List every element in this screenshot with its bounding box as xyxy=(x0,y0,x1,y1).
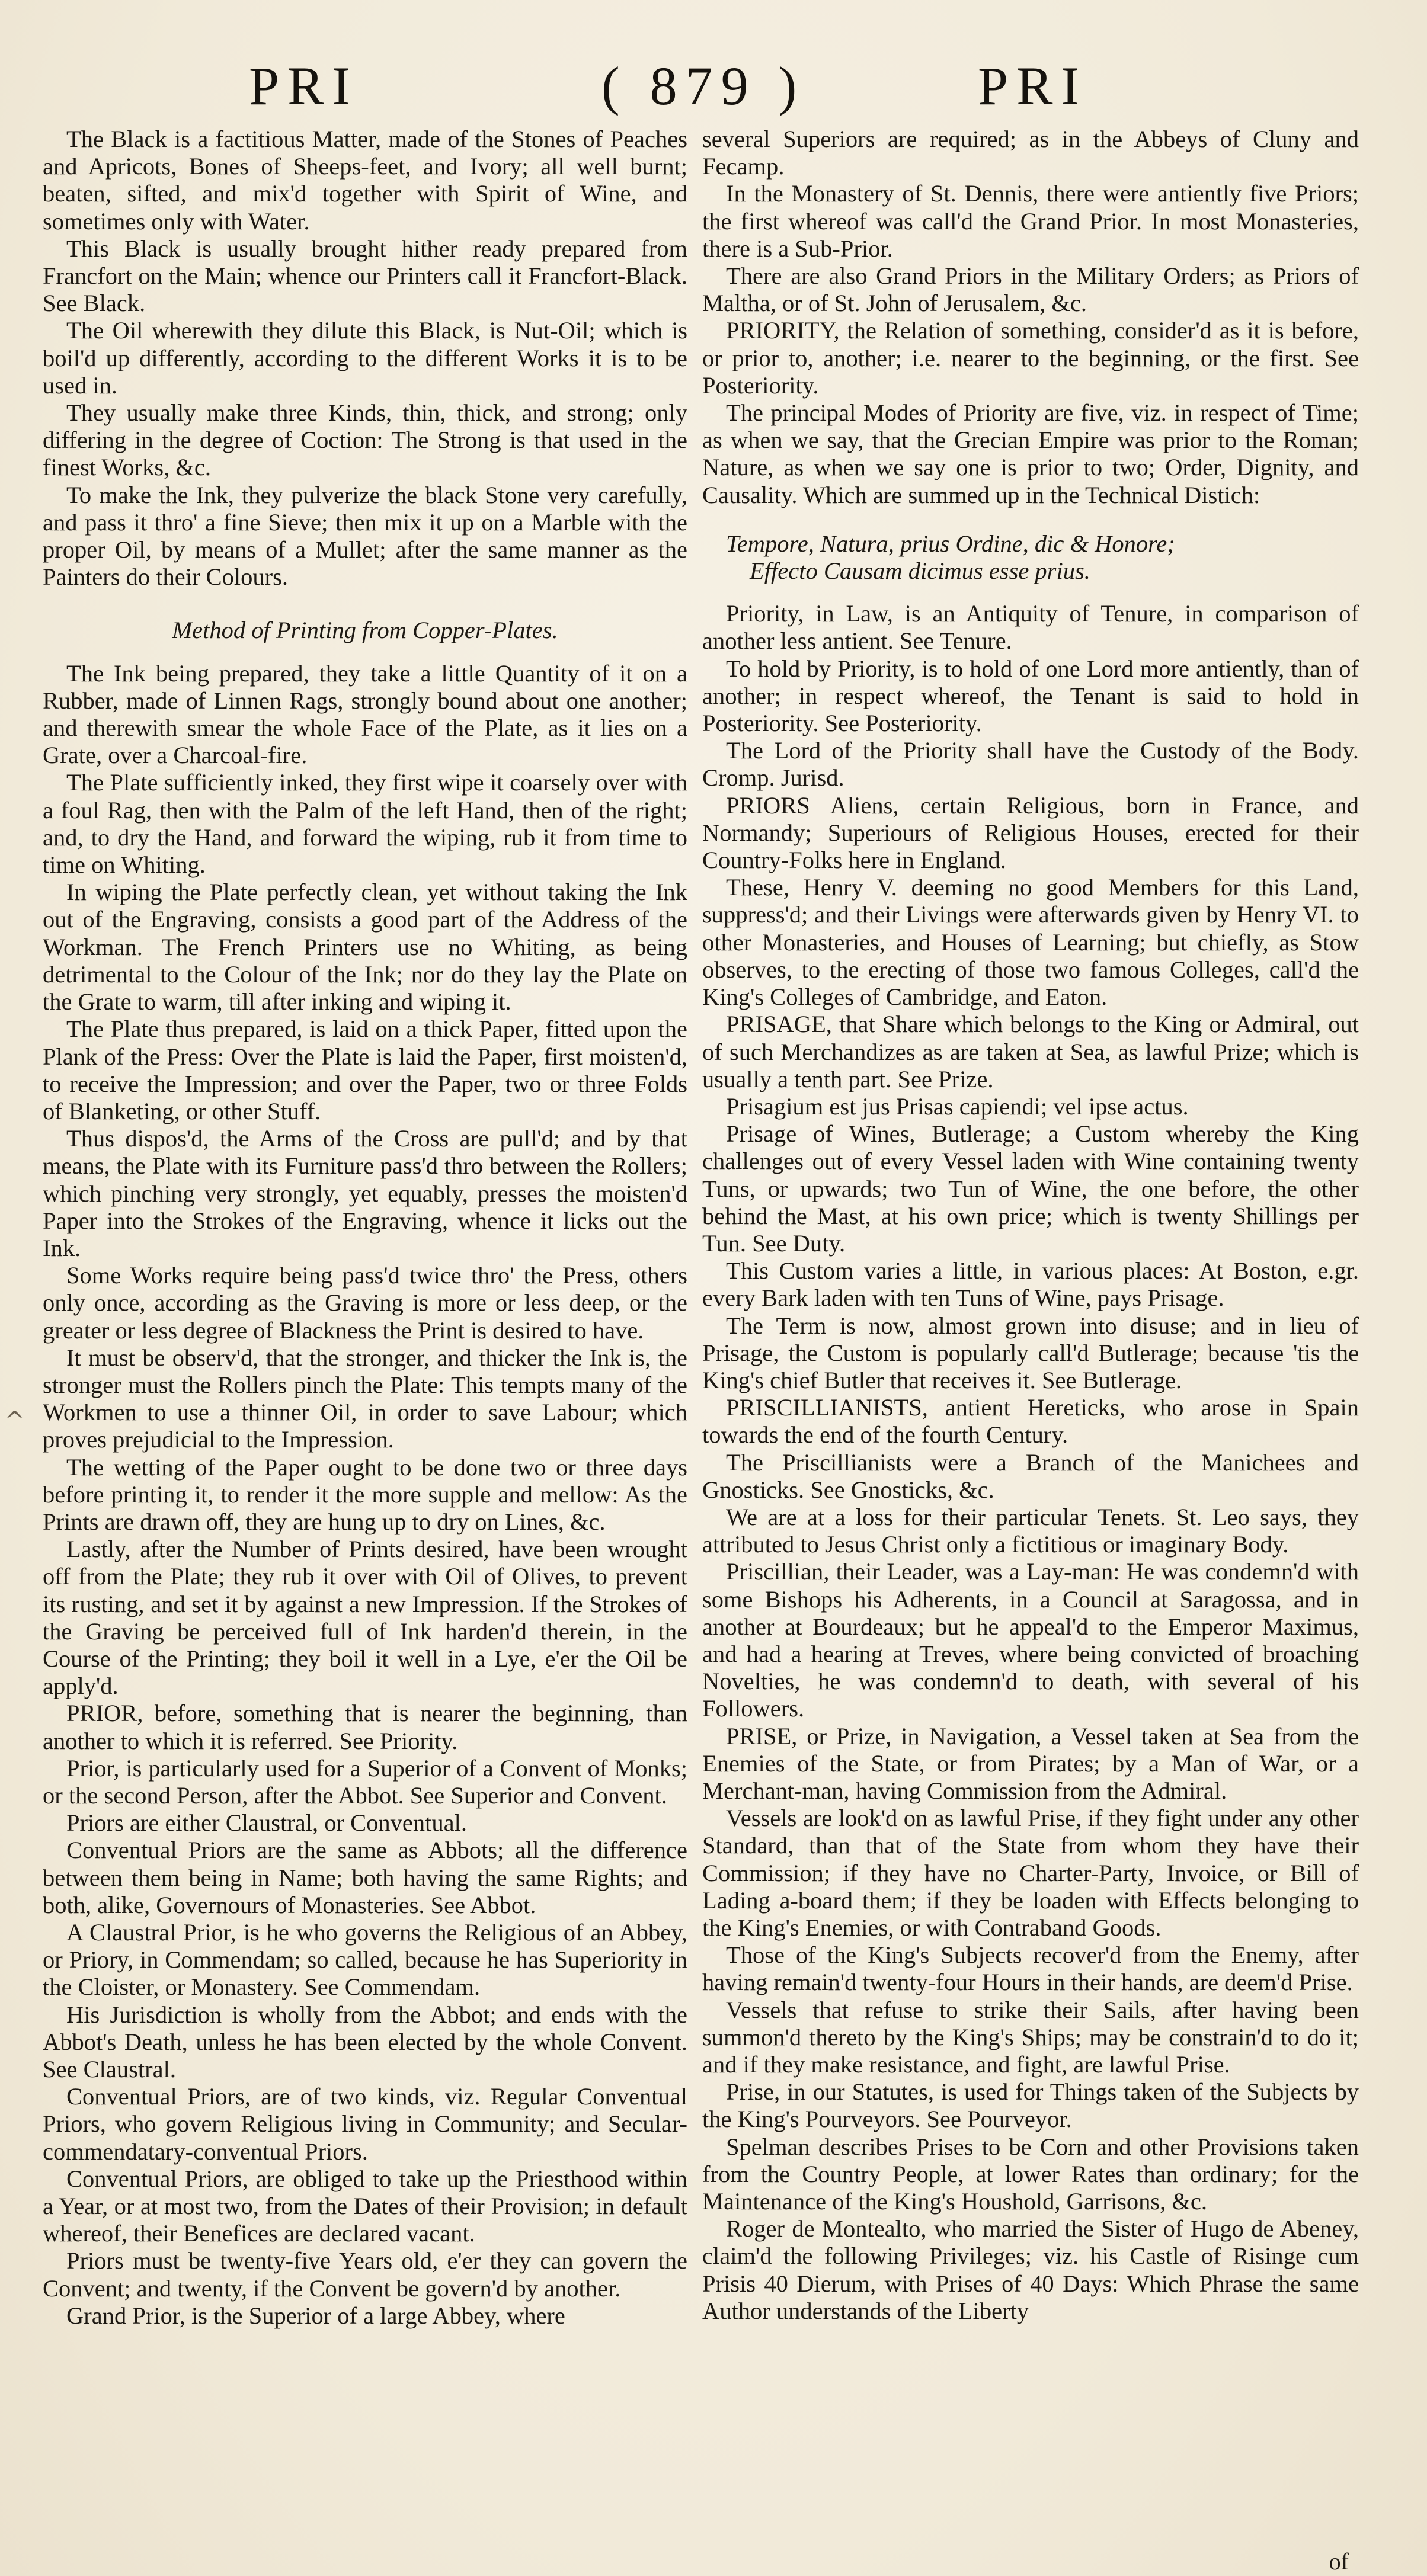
catchword: of xyxy=(1329,2548,1349,2575)
paragraph: The principal Modes of Priority are five, viz. in respect of Time; as when we say, that the Grecian Empire was prior to the Roman; Nature, as when we say one is prior to two; Order, Dignity, and Causality. Which are summed up in the Technical Distich: xyxy=(702,399,1359,508)
paragraph: Priors must be twenty-five Years old, e'er they can govern the Convent; and twenty, if the Convent be govern'd by another. xyxy=(43,2247,687,2302)
paragraph: There are also Grand Priors in the Military Orders; as Priors of Maltha, or of St. John of Jerusalem, &c. xyxy=(702,262,1359,317)
paragraph: Vessels are look'd on as lawful Prise, if they fight under any other Standard, than that of the State from whom they have their Commission; if they have no Charter-Party, Invoice, or Bill of Lading a-board them; if they be loaden with Effects belonging to the King's Enemies, or with Contraband Goods. xyxy=(702,1805,1359,1941)
paragraph: To hold by Priority, is to hold of one Lord more antiently, than of another; in respect whereof, the Tenant is said to hold in Posteriority. See Posteriority. xyxy=(702,655,1359,737)
paragraph: several Superiors are required; as in the Abbeys of Cluny and Fecamp. xyxy=(702,126,1359,180)
paragraph: Prisagium est jus Prisas capiendi; vel ipse actus. xyxy=(726,1092,1189,1120)
entry-prise: PRISE, or Prize, in Navigation, a Vessel taken at Sea from the Enemies of the State, or from Pirates; by a Man of War, or a Merchant-man, having Commission from the Admiral. xyxy=(702,1722,1359,1804)
paragraph: In wiping the Plate perfectly clean, yet without taking the Ink out of the Engraving, consists a good part of the Address of the Workman. The French Printers use no Whiting, as being detrimental to the Colour of the Ink; nor do they lay the Plate on the Grate to warm, till after inking and wiping it. xyxy=(43,879,687,1015)
paragraph: Those of the King's Subjects recover'd from the Enemy, after having remain'd twenty-four Hours in their hands, are deem'd Prise. xyxy=(702,1941,1359,1996)
paragraph: The Black is a factitious Matter, made of the Stones of Peaches and Apricots, Bones of Sheeps-feet, and Ivory; all well burnt; beaten, sifted, and mix'd together with Spirit of Wine, and sometimes only with Water. xyxy=(43,126,687,235)
paragraph: These, Henry V. deeming no good Members for this Land, suppress'd; and their Livings were afterwards given by Henry VI. to other Monasteries, and Houses of Learning; but chiefly, as Stow observes, to the erecting of those two famous Colleges, call'd the King's Colleges of Cambridge, and Eaton. xyxy=(702,874,1359,1011)
paragraph: The Oil wherewith they dilute this Black, is Nut-Oil; which is boil'd up differently, according to the different Works it is to be used in. xyxy=(43,317,687,399)
margin-mark: ^ xyxy=(5,1407,25,1434)
paragraph: Thus dispos'd, the Arms of the Cross are pull'd; and by that means, the Plate with its Furniture pass'd thro between the Rollers; which pinching very strongly, yet equably, presses the moisten'd Paper into the Strokes of the Engraving, whence it licks out the Ink. xyxy=(43,1125,687,1261)
paragraph: Priscillian, their Leader, was a Lay-man: He was condemn'd with some Bishops his Adherents, in a Council at Saragossa, and in another at Bourdeaux; but he appeal'd to the Emperor Maximus, and had a hearing at Treves, where being convicted of broaching Novelties, he was condemn'd to death, with several of his Followers. xyxy=(702,1558,1359,1722)
header-page-number: ( 879 ) xyxy=(601,56,805,116)
section-heading: Method of Printing from Copper-Plates. xyxy=(172,617,558,644)
paragraph: Conventual Priors are the same as Abbots; all the difference between them being in Name; both having the same Rights; and both, alike, Governours of Monasteries. See Abbot. xyxy=(43,1837,687,1918)
paragraph: This Custom varies a little, in various places: At Boston, e.gr. every Bark laden with ten Tuns of Wine, pays Prisage. xyxy=(702,1257,1359,1312)
paragraph: His Jurisdiction is wholly from the Abbot; and ends with the Abbot's Death, unless he has been elected by the whole Convent. See Claustral. xyxy=(43,2001,687,2083)
paragraph: Roger de Montealto, who married the Sister of Hugo de Abeney, claim'd the following Privileges; viz. his Castle of Risinge cum Prisis 40 Dierum, with Prises of 40 Days: Which Phrase the same Author understands of the Liberty xyxy=(702,2215,1359,2324)
paragraph: The Priscillianists were a Branch of the Manichees and Gnosticks. See Gnosticks, &c. xyxy=(702,1449,1359,1503)
entry-priority: PRIORITY, the Relation of something, consider'd as it is before, or prior to, another; i.e. nearer to the beginning, or the first. See Posteriority. xyxy=(702,317,1359,399)
paragraph: Prise, in our Statutes, is used for Things taken of the Subjects by the King's Pourveyors. See Pourveyor. xyxy=(702,2078,1359,2133)
paragraph: The Plate thus prepared, is laid on a thick Paper, fitted upon the Plank of the Press: Over the Plate is laid the Paper, first moisten'd, to receive the Impression; and over the Paper, two or three Folds of Blanketing, or other Stuff. xyxy=(43,1015,687,1124)
paragraph: We are at a loss for their particular Tenets. St. Leo says, they attributed to Jesus Christ only a fictitious or imaginary Body. xyxy=(702,1503,1359,1558)
paragraph: They usually make three Kinds, thin, thick, and strong; only differing in the degree of Coction: The Strong is that used in the finest Works, &c. xyxy=(43,399,687,481)
paragraph: Conventual Priors, are obliged to take up the Priesthood within a Year, or at most two, from the Dates of their Provision; in default whereof, their Benefices are declared vacant. xyxy=(43,2165,687,2247)
paragraph: Conventual Priors, are of two kinds, viz. Regular Conventual Priors, who govern Religious living in Community; and Secular-commendatary-conventual Priors. xyxy=(43,2083,687,2165)
paragraph: The Plate sufficiently inked, they first wipe it coarsely over with a foul Rag, then with the Palm of the left Hand, then of the right; and, to dry the Hand, and forward the wiping, rub it from time to time on Whiting. xyxy=(43,769,687,879)
verse-line: Effecto Causam dicimus esse prius. xyxy=(750,558,1090,585)
paragraph: Prisage of Wines, Butlerage; a Custom whereby the King challenges out of every Vessel laden with Wine containing twenty Tuns, or upwards; two Tun of Wine, the one before, the other behind the Mast, at his own price; which is twenty Shillings per Tun. See Duty. xyxy=(702,1120,1359,1257)
paragraph: Prior, is particularly used for a Superior of a Convent of Monks; or the second Person, after the Abbot. See Superior and Convent. xyxy=(43,1754,687,1809)
entry-prior: PRIOR, before, something that is nearer the beginning, than another to which it is referred. See Priority. xyxy=(43,1700,687,1754)
entry-priors-aliens: PRIORS Aliens, certain Religious, born in France, and Normandy; Superiours of Religious Houses, erected for their Country-Folks here in England. xyxy=(702,792,1359,874)
left-column xyxy=(43,126,687,2330)
technical-distich xyxy=(702,530,1359,585)
paragraph: It must be observ'd, that the stronger, and thicker the Ink is, the stronger must the Rollers pinch the Plate: This tempts many of the Workmen to use a thinner Oil, in order to save Labour; which proves prejudicial to the Impression. xyxy=(43,1344,687,1453)
right-column xyxy=(702,126,1359,2325)
paragraph: To make the Ink, they pulverize the black Stone very carefully, and pass it thro' a fine Sieve; then mix it up on a Marble with the proper Oil, by means of a Mullet; after the same manner as the Painters do their Colours. xyxy=(43,481,687,591)
paragraph: This Black is usually brought hither ready prepared from Francfort on the Main; whence our Printers call it Francfort-Black. See Black. xyxy=(43,235,687,317)
verse-line: Tempore, Natura, prius Ordine, dic & Honore; xyxy=(726,530,1175,557)
paragraph: Vessels that refuse to strike their Sails, after having been summon'd thereto by the King's Ships; may be constrain'd to do it; and if they make resistance, and fight, are lawful Prise. xyxy=(702,1996,1359,2078)
paragraph: In the Monastery of St. Dennis, there were antiently five Priors; the first whereof was call'd the Grand Prior. In most Monasteries, there is a Sub-Prior. xyxy=(702,180,1359,262)
entry-prisage: PRISAGE, that Share which belongs to the King or Admiral, out of such Merchandizes as are taken at Sea, as lawful Prize; which is usually a tenth part. See Prize. xyxy=(702,1011,1359,1092)
paragraph: The wetting of the Paper ought to be done two or three days before printing it, to render it the more supple and mellow: As the Prints are drawn off, they are hung up to dry on Lines, &c. xyxy=(43,1453,687,1535)
paragraph: Spelman describes Prises to be Corn and other Provisions taken from the Country People, at lower Rates than ordinary; for the Maintenance of the King's Houshold, Garrisons, &c. xyxy=(702,2133,1359,2215)
paragraph: The Ink being prepared, they take a little Quantity of it on a Rubber, made of Linnen Rags, strongly bound about one another; and therewith smear the whole Face of the Plate, as it lies on a Grate, over a Charcoal-fire. xyxy=(43,659,687,769)
paragraph: Some Works require being pass'd twice thro' the Press, others only once, according as the Graving is more or less deep, or the greater or less degree of Blackness the Print is desired to have. xyxy=(43,1262,687,1344)
entry-priscillianists: PRISCILLIANISTS, antient Hereticks, who arose in Spain towards the end of the fourth Century. xyxy=(702,1394,1359,1449)
header-left-title: PRI xyxy=(249,56,359,116)
paragraph: Grand Prior, is the Superior of a large Abbey, where xyxy=(66,2302,565,2329)
paragraph: The Lord of the Priority shall have the Custody of the Body. Cromp. Jurisd. xyxy=(702,737,1359,792)
paragraph: Priority, in Law, is an Antiquity of Tenure, in comparison of another less antient. See Tenure. xyxy=(702,600,1359,655)
running-header xyxy=(0,53,1427,118)
header-right-title: PRI xyxy=(978,56,1088,116)
paragraph: A Claustral Prior, is he who governs the Religious of an Abbey, or Priory, in Commendam; so called, because he has Superiority in the Cloister, or Monastery. See Commendam. xyxy=(43,1919,687,2001)
paragraph: The Term is now, almost grown into disuse; and in lieu of Prisage, the Custom is popularly call'd Butlerage; because 'tis the King's chief Butler that receives it. See Butlerage. xyxy=(702,1312,1359,1393)
paragraph: Priors are either Claustral, or Conventual. xyxy=(66,1809,467,1837)
paragraph: Lastly, after the Number of Prints desired, have been wrought off from the Plate; they rub it over with Oil of Olives, to prevent its rusting, and set it by against a new Impression. If the Strokes of the Graving be perceived full of Ink harden'd therein, in the Course of the Printing; they boil it well in a Lye, e'er the Oil be apply'd. xyxy=(43,1536,687,1700)
